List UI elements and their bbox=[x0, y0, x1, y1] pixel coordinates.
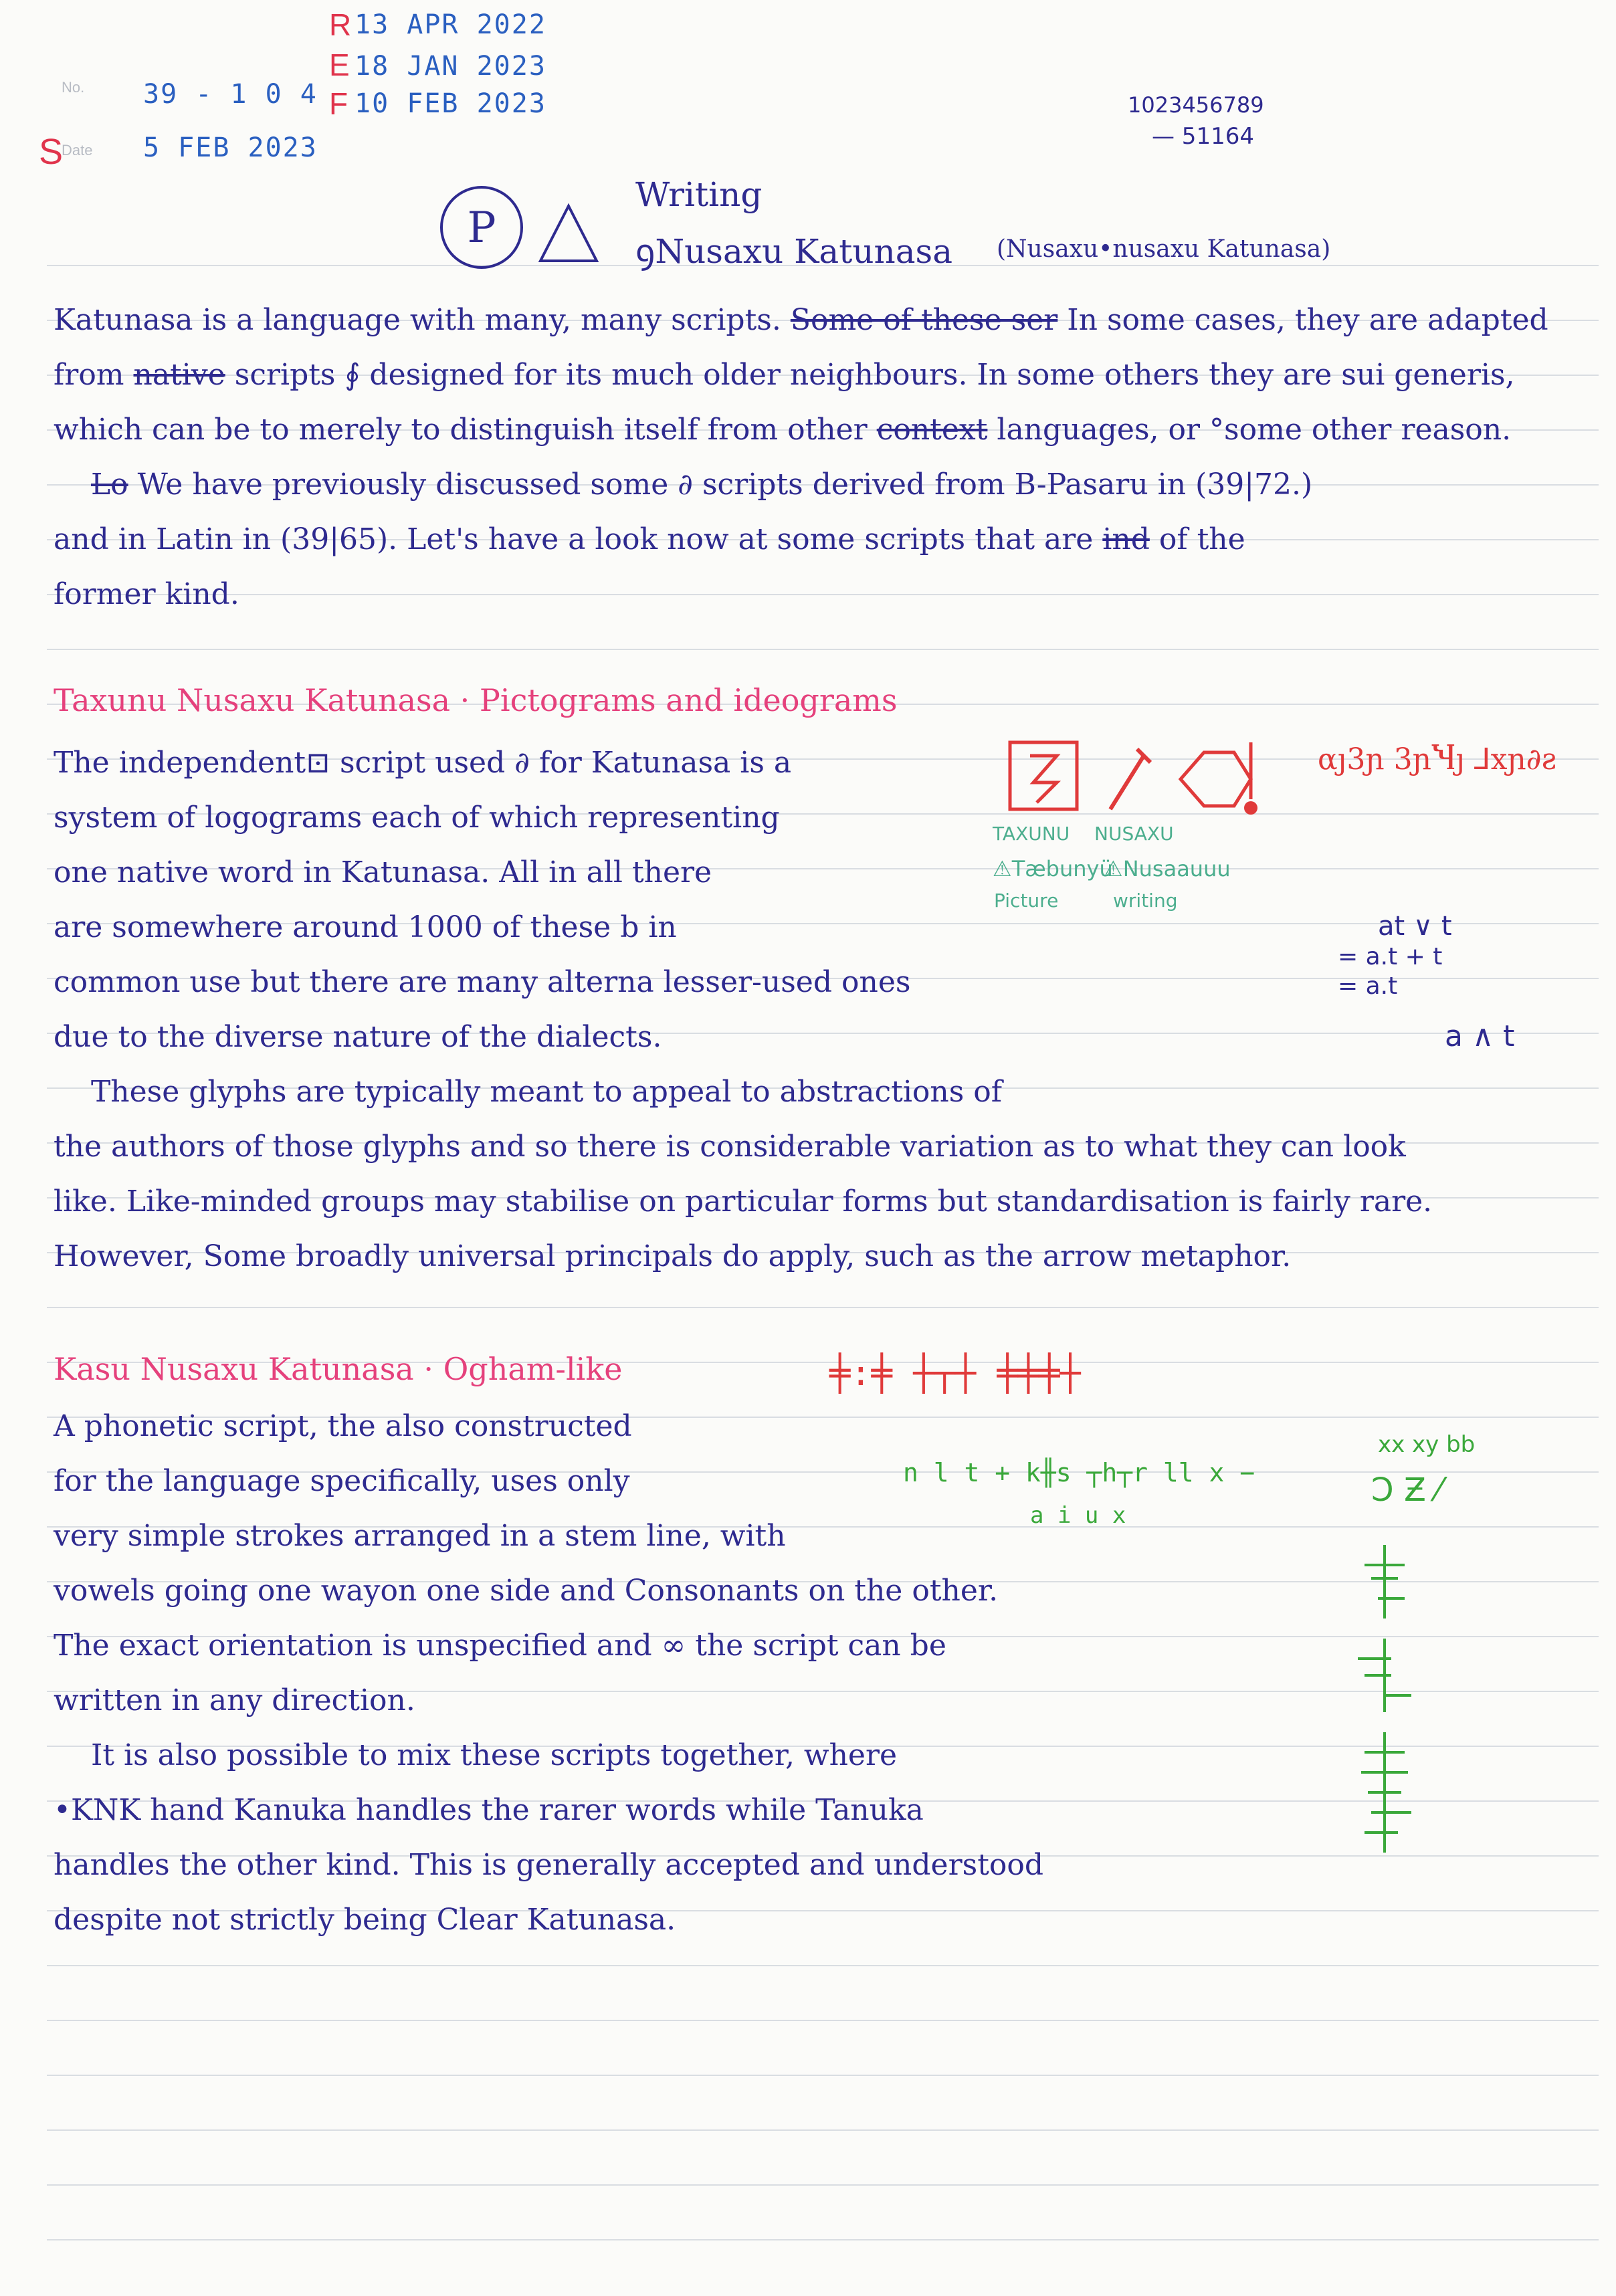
logic-3: = a.t bbox=[1338, 972, 1398, 1000]
section2-line: despite not strictly being Clear Katunasa. bbox=[54, 1903, 676, 1937]
section2-paragraph bbox=[54, 1399, 999, 1728]
ref-letter-r: R bbox=[329, 7, 352, 42]
ref-letter-f: F bbox=[329, 86, 348, 121]
ogham-pair-glyphs: Ͻ Ƶ ⁄ bbox=[1371, 1471, 1442, 1509]
pictogram-glyphs bbox=[1003, 736, 1284, 823]
gloss-picture: Picture bbox=[994, 890, 1059, 912]
subtitle-mark: ꝯ bbox=[635, 232, 655, 271]
subtitle-alt: (Nusaxu•nusaxu Katunasa) bbox=[997, 235, 1331, 263]
no-label: No. bbox=[62, 79, 85, 96]
native-nusaxu: ⚠Nusaauuu bbox=[1104, 856, 1231, 881]
section1-line: are somewhere around 1000 of these b in bbox=[54, 910, 677, 944]
section2-line: It is also possible to mix these scripts together, where bbox=[54, 1738, 898, 1772]
date-value: 5 FEB 2023 bbox=[143, 132, 318, 163]
intro-line: from native scripts ∮ designed for its much older neighbours. In some others they are sui generis, bbox=[54, 358, 1515, 392]
title-emblem bbox=[435, 181, 602, 274]
section1-paragraph-2 bbox=[54, 1065, 1592, 1284]
ref-date-2: 18 JAN 2023 bbox=[355, 51, 546, 82]
ref-date-1: 13 APR 2022 bbox=[355, 9, 546, 40]
script-sample: αȷ3ɲ 3ɲႯȷ ⅃xɲ∂ƨ bbox=[1318, 742, 1557, 776]
ogham-consonants: n l t + k╫s ┬h┬r ll x − bbox=[903, 1458, 1255, 1487]
s-mark: S bbox=[39, 132, 64, 172]
intro-line: Lo We have previously discussed some ∂ scripts derived from B-Pasaru in (39|72.) bbox=[90, 467, 1313, 502]
top-right-digits: 1023456789 bbox=[1128, 92, 1264, 118]
taxunu-box-glyph bbox=[1010, 742, 1077, 809]
ref-letter-e: E bbox=[329, 47, 350, 82]
ogham-vowels: a i u x bbox=[1030, 1502, 1126, 1529]
section2-line: handles the other kind. This is generally accepted and understood bbox=[54, 1848, 1044, 1882]
ogham-top-row: ╪:╪ ┼┬┼ ╪╪╪┼ bbox=[829, 1354, 1081, 1394]
ogham-vertical-sample bbox=[1351, 1538, 1431, 1859]
ogham-pair-labels: xx xy bb bbox=[1378, 1431, 1476, 1458]
logic-2: = a.t + t bbox=[1338, 943, 1443, 970]
intro-line: Katunasa is a language with many, many scripts. Some of these ser In some cases, they are adapted bbox=[54, 303, 1548, 337]
section2-line: vowels going one wayon one side and Consonants on the other. bbox=[54, 1574, 999, 1608]
section2-line: The exact orientation is unspecified and ∞ the script can be bbox=[54, 1629, 946, 1663]
page-title: Writing bbox=[635, 175, 763, 214]
section1-line: These glyphs are typically meant to appeal to abstractions of bbox=[54, 1075, 1003, 1109]
logic-1: at ∨ t bbox=[1378, 911, 1452, 942]
section1-heading: Taxunu Nusaxu Katunasa · Pictograms and ideograms bbox=[54, 682, 898, 718]
section2-line: very simple strokes arranged in a stem line, with bbox=[54, 1519, 786, 1553]
intro-paragraph bbox=[54, 293, 1592, 622]
label-taxunu: TAXUNU bbox=[993, 823, 1070, 845]
intro-line: former kind. bbox=[54, 577, 239, 611]
logic-4: a ∧ t bbox=[1445, 1019, 1515, 1053]
section2-heading: Kasu Nusaxu Katunasa · Ogham-like bbox=[54, 1351, 623, 1387]
section1-line: the authors of those glyphs and so there is considerable variation as to what they can look bbox=[54, 1130, 1406, 1164]
section1-line: system of logograms each of which representing bbox=[54, 801, 780, 835]
section1-line: The independent⊡ script used ∂ for Katunasa is a bbox=[54, 746, 792, 780]
section1-paragraph bbox=[54, 736, 1017, 1065]
ref-date-3: 10 FEB 2023 bbox=[355, 88, 546, 119]
doc-number: 39 - 1 0 4 bbox=[143, 79, 318, 110]
section2-paragraph-2 bbox=[54, 1728, 1231, 1948]
gloss-writing: writing bbox=[1113, 890, 1178, 912]
section2-line: written in any direction. bbox=[54, 1683, 415, 1717]
page-subtitle bbox=[635, 227, 952, 273]
subtitle-text: Nusaxu Katunasa bbox=[655, 232, 953, 271]
section1-line: However, Some broadly universal principals do apply, such as the arrow metaphor. bbox=[54, 1239, 1292, 1273]
circle-letter: P bbox=[467, 203, 496, 253]
section2-line: •KNK hand Kanuka handles the rarer words while Tanuka bbox=[54, 1793, 924, 1827]
taxunu-inner-stroke bbox=[1030, 756, 1057, 803]
nusaxu-pen-glyph bbox=[1110, 749, 1150, 809]
ideogram-hexagon-glyph bbox=[1181, 752, 1251, 806]
intro-line: which can be to merely to distinguish itself from other context languages, or °some other reason. bbox=[54, 413, 1512, 447]
section1-line: due to the diverse nature of the dialects. bbox=[54, 1020, 662, 1054]
label-nusaxu: NUSAXU bbox=[1094, 823, 1174, 845]
section2-line: for the language specifically, uses only bbox=[54, 1464, 630, 1498]
date-label: Date bbox=[62, 142, 93, 159]
top-right-code: — 51164 bbox=[1152, 123, 1254, 150]
section1-line: common use but there are many alterna lesser-used ones bbox=[54, 965, 911, 999]
native-taxunu: ⚠Tæbunyü bbox=[993, 856, 1113, 881]
section1-line: one native word in Katunasa. All in all there bbox=[54, 855, 712, 890]
ideogram-dot bbox=[1244, 801, 1257, 815]
section2-line: A phonetic script, the also constructed bbox=[54, 1409, 632, 1443]
triangle-icon bbox=[540, 206, 597, 261]
intro-line: and in Latin in (39|65). Let's have a look now at some scripts that are ind of the bbox=[54, 522, 1245, 556]
section1-line: like. Like-minded groups may stabilise on particular forms but standardisation is fairly rare. bbox=[54, 1184, 1433, 1219]
